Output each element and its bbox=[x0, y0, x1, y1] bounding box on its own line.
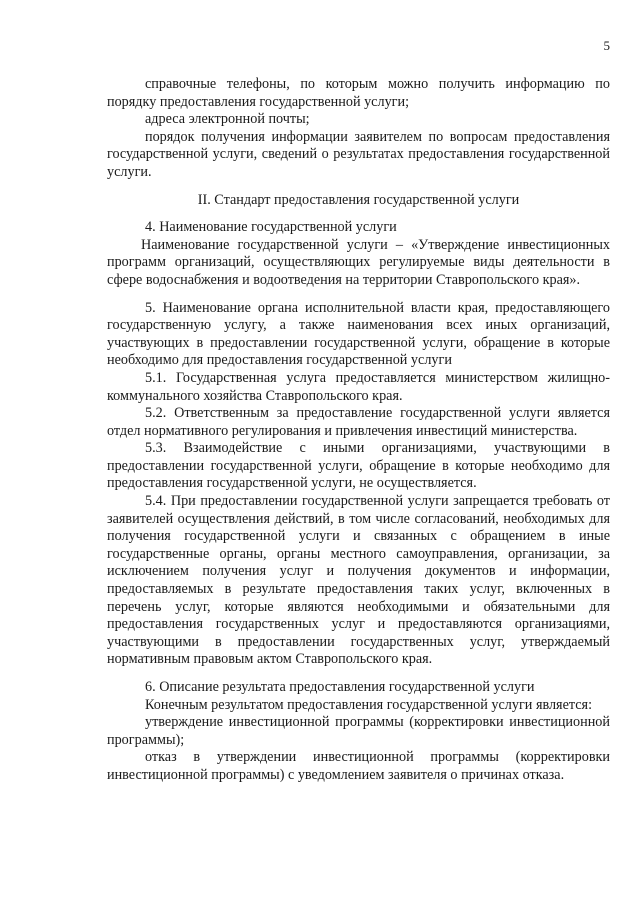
paragraph-5-1: 5.1. Государственная услуга предоставляется министерством жилищно-коммунального хозяйства Ставропольского края. bbox=[107, 369, 610, 404]
paragraph-5-3: 5.3. Взаимодействие с иными организациями, участвующими в предоставлении государственной услуги, обращение в которые необходимо для предоставления государственной услуги, не осуществляется. bbox=[107, 440, 610, 492]
list-item-refusal: отказ в утверждении инвестиционной программы (корректировки инвестиционной программы) с уведомлением заявителя о причинах отказа. bbox=[107, 749, 610, 783]
document-body bbox=[107, 76, 610, 785]
paragraph-service-name: Наименование государственной услуги – «Утверждение инвестиционных программ организаций, осуществляющих регулируемые виды деятельности в сфере водоснабжения и водоотведения на территории Ставропольского края». bbox=[107, 236, 610, 288]
paragraph-5-4: 5.4. При предоставлении государственной услуги запрещается требовать от заявителей осуществления действий, в том числе согласований, необходимых для получения государственной услуги и связанных с обращением в иные государственные органы, органы местного самоуправления, организации, за исключением получения услуг и получения документов и информации, предоставляемых в результате предоставления таких услуг, включенных в перечень услуг, которые являются необходимыми и обязательными для предоставления государственных услуг и предоставляются организациями, участвующими в предоставлении государственных услуг, утверждаемый нормативным правовым актом Ставропольского края. bbox=[107, 493, 610, 668]
spacer bbox=[107, 290, 610, 300]
paragraph-info-order: порядок получения информации заявителем по вопросам предоставления государственной услуги, сведений о результатах предоставления государственной услуги. bbox=[107, 128, 610, 180]
paragraph-phones: справочные телефоны, по которым можно получить информацию по порядку предоставления государственной услуги; bbox=[107, 76, 610, 110]
heading-service-name: 4. Наименование государственной услуги bbox=[145, 219, 397, 236]
paragraph-emails: адреса электронной почты; bbox=[145, 111, 310, 128]
section-title: II. Стандарт предоставления государственной услуги bbox=[197, 191, 520, 208]
page-number: 5 bbox=[603, 38, 610, 53]
paragraph-5-2: 5.2. Ответственным за предоставление государственной услуги является отдел нормативного регулирования и привлечения инвестиций министерства. bbox=[107, 405, 610, 439]
paragraph-result: Конечным результатом предоставления государственной услуги является: bbox=[145, 696, 593, 713]
spacer bbox=[107, 669, 610, 679]
list-item-approval: утверждение инвестиционной программы (корректировки инвестиционной программы); bbox=[107, 714, 610, 748]
paragraph-authority: 5. Наименование органа исполнительной власти края, предоставляющего государственную услугу, а также наименования всех иных организаций, участвующих в предоставлении государственной услуги, обращение в которые необходимо для предоставления государственной услуги bbox=[107, 299, 610, 369]
heading-result: 6. Описание результата предоставления государственной услуги bbox=[145, 679, 535, 695]
